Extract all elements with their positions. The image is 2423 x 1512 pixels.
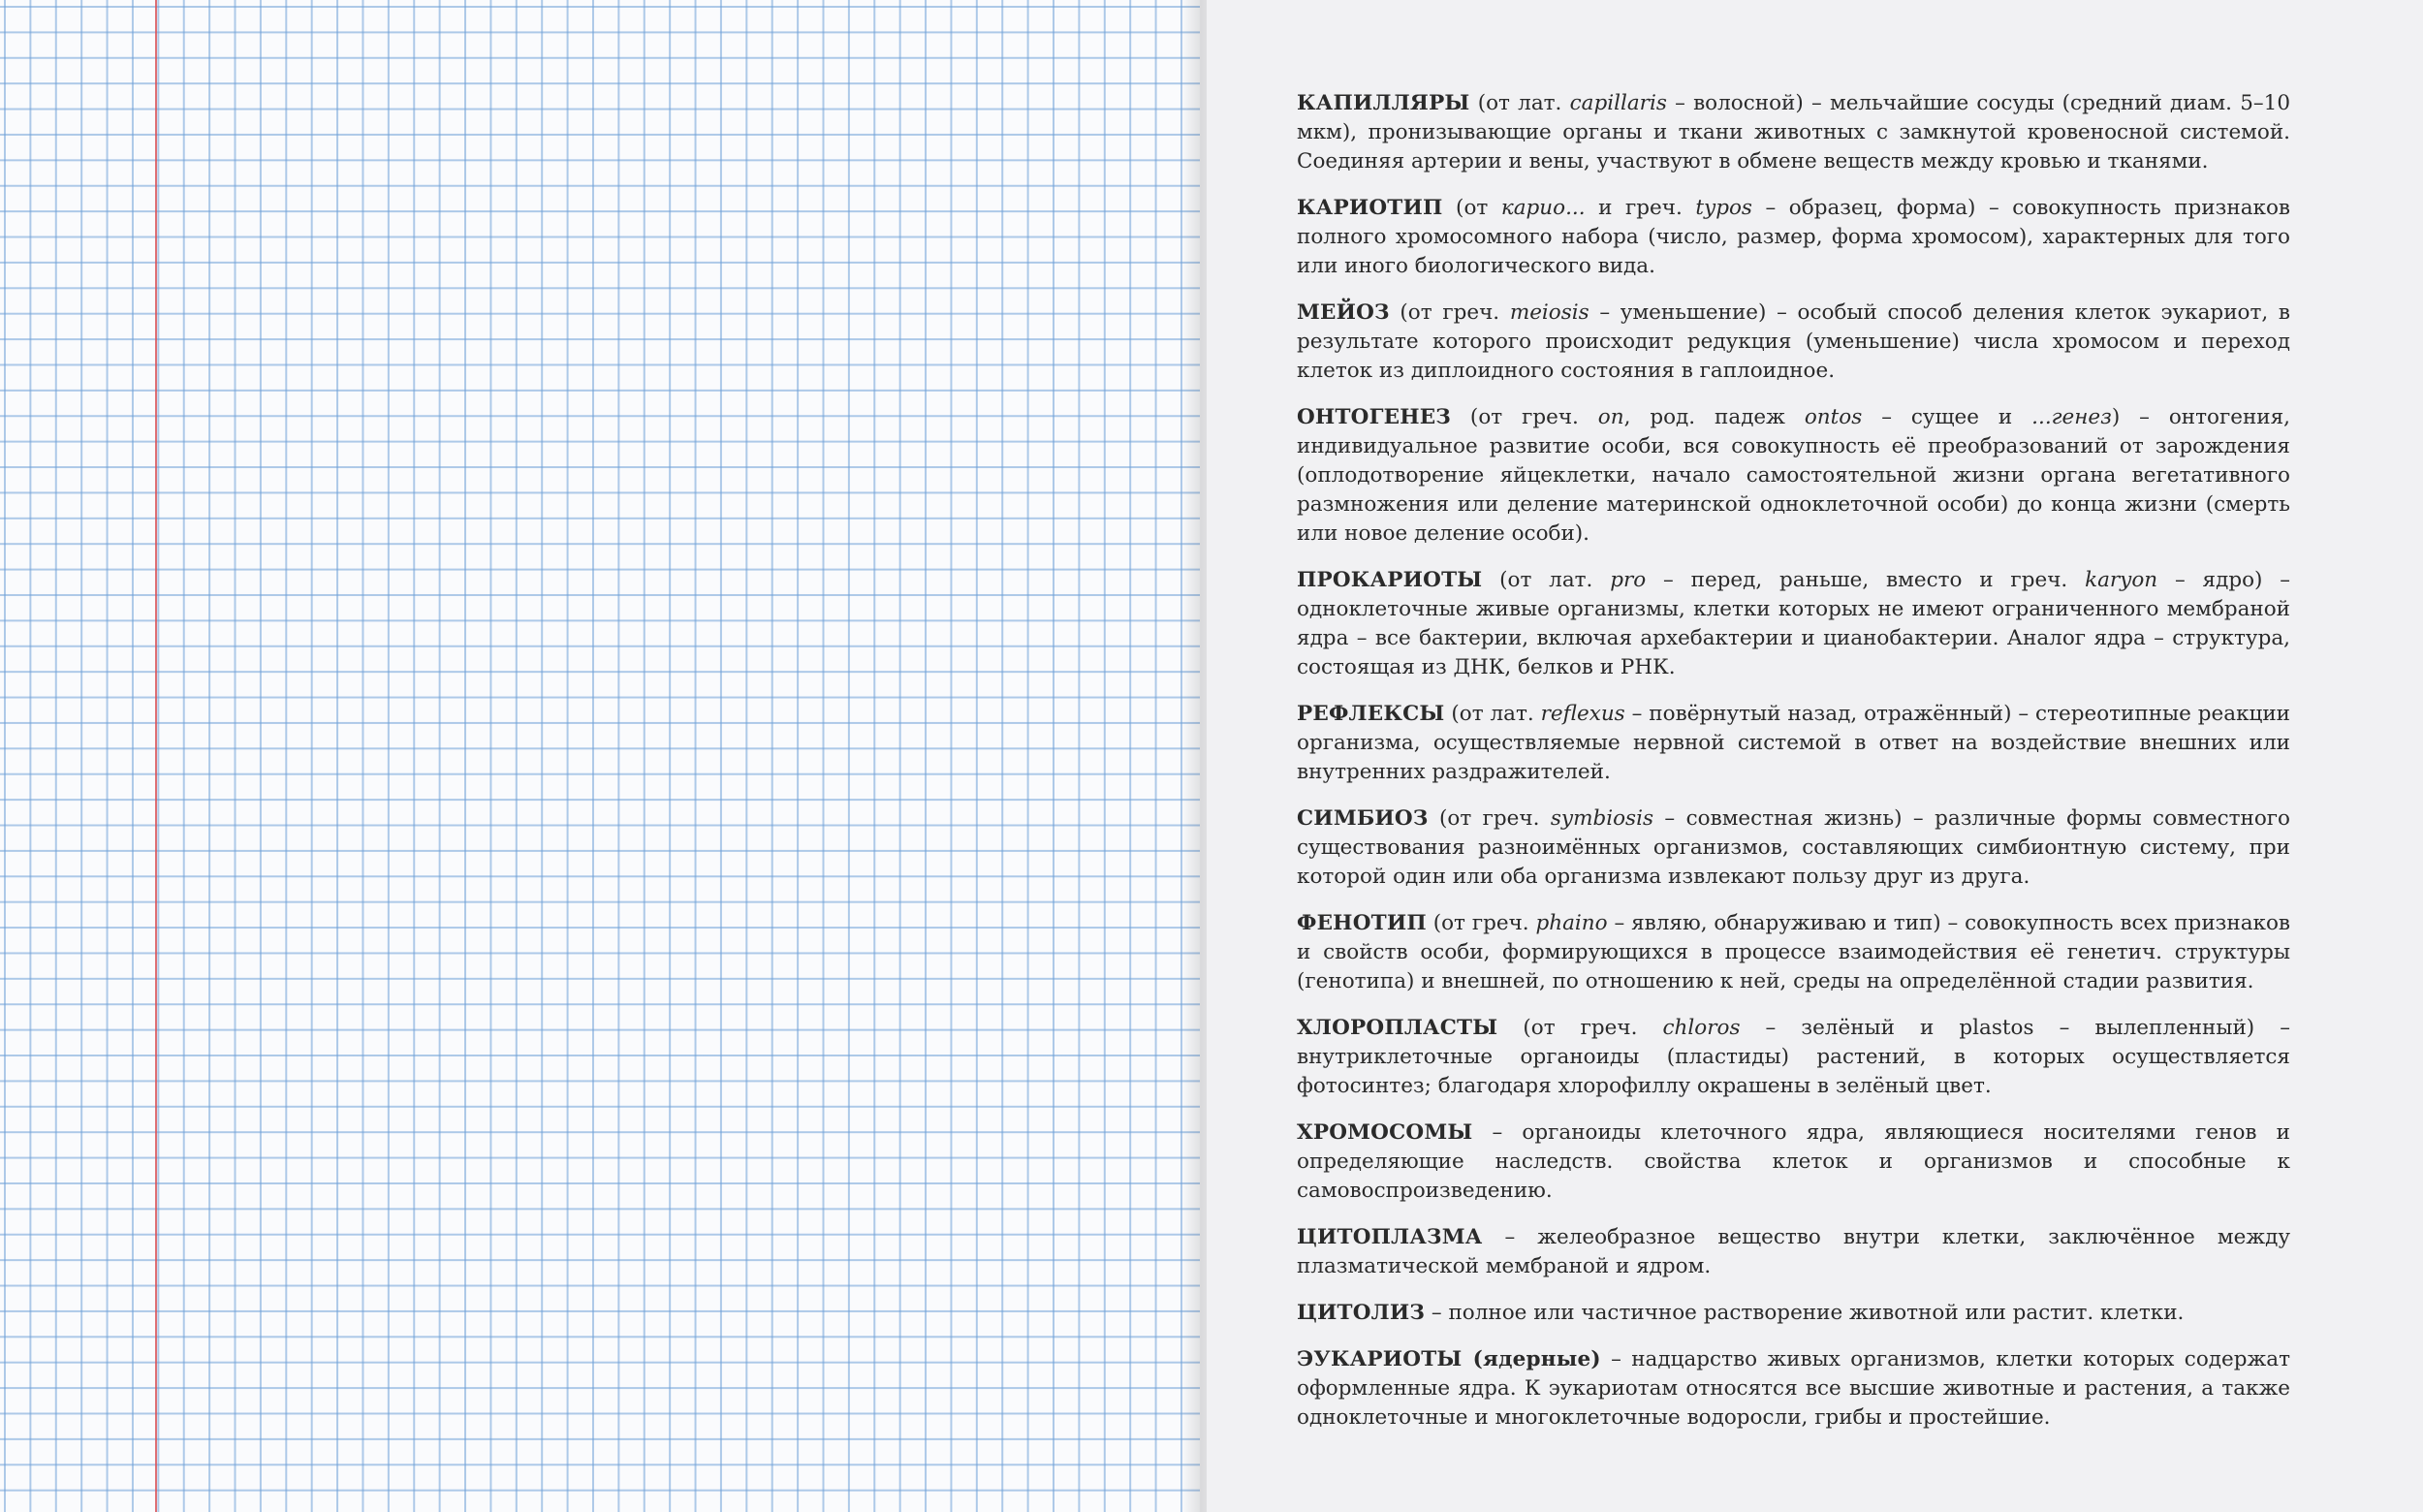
entry-etymology: typos [1695,196,1752,220]
entry-definition: – надцарство живых организмов, клетки которых содержат оформленные ядра. К эукариотам относятся все высшие животные и растения, а также одноклеточные и многоклеточные водоросли, грибы и простейшие. [1297,1347,2291,1430]
entry-term: КАПИЛЛЯРЫ [1297,91,1470,115]
glossary-entry [1297,1345,2290,1433]
entry-etymology: pro [1610,568,1647,592]
entry-term: ХРОМОСОМЫ [1297,1120,1473,1145]
entry-definition: – совместная жизнь) – различные формы совместного существования разноимённых организмов, составляющих симбионтную систему, при которой один или оба организма извлекают пользу друг из друга. [1297,806,2290,889]
entry-term: ЦИТОПЛАЗМА [1297,1225,1483,1249]
entry-etymology: capillaris [1569,91,1667,115]
entry-definition: ) – онтогения, индивидуальное развитие особи, вся совокупность её преобразований от зарождения (оплодотворение яйцеклетки, начало самостоятельной жизни органа вегетативного размножения или деление материнской одноклеточной особи) до конца жизни (смерть или новое деление особи). [1297,405,2291,546]
glossary-entry [1297,194,2290,281]
entry-definition: – повёрнутый назад, отражённый) – стереотипные реакции организма, осуществляемые нервной системой в ответ на воздействие внешних или внутренних раздражителей. [1297,702,2290,784]
entry-etymology: phaino [1535,911,1608,935]
entry-term: МЕЙОЗ [1297,300,1390,325]
entry-text: (от греч. [1426,911,1536,935]
entry-text: (от [1442,196,1501,220]
entry-text: (от греч. [1428,806,1551,831]
entry-definition: – являю, обнаруживаю и тип) – совокупность всех признаков и свойств особи, формирующихся в процессе взаимодействия её генетич. структуры (генотипа) и внешней, по отношению к ней, среды на определённой стадии развития. [1297,911,2291,993]
entry-definition: – волосной) – мельчайшие сосуды (средний диам. 5–10 мкм), пронизывающие органы и ткани животных с замкнутой кровеносной системой. Соединяя артерии и вены, участвуют в обмене веществ между кровью и тканями. [1297,91,2290,173]
entry-term: РЕФЛЕКСЫ [1297,702,1445,726]
entry-text: (от греч. [1389,300,1510,325]
entry-etymology: meiosis [1509,300,1589,325]
glossary-entry [1297,1118,2290,1206]
entry-etymology: ...генез [2031,405,2112,429]
entry-text: – сущее и [1862,405,2032,429]
glossary-list [1297,89,2290,1450]
glossary-entry [1297,909,2290,996]
glossary-entry [1297,1223,2290,1281]
entry-term: ЭУКАРИОТЫ (ядерные) [1297,1347,1601,1371]
entry-etymology: on [1597,405,1624,429]
glossary-entry [1297,1299,2290,1328]
entry-definition: – образец, форма) – совокупность признаков полного хромосомного набора (число, размер, форма хромосом), характерных для того или иного биологического вида. [1297,196,2290,278]
entry-definition: – органоиды клеточного ядра, являющиеся носителями генов и определяющие наследств. свойства клеток и организмов и способные к самовоспроизведению. [1297,1120,2290,1203]
entry-term: ХЛОРОПЛАСТЫ [1297,1016,1498,1040]
glossary-entry [1297,1014,2290,1101]
entry-definition: – полное или частичное растворение животной или растит. клетки. [1425,1301,2185,1325]
entry-term: ПРОКАРИОТЫ [1297,568,1483,592]
entry-term: СИМБИОЗ [1297,806,1429,831]
entry-etymology: карио... [1500,196,1586,220]
glossary-entry [1297,804,2290,892]
glossary-entry [1297,403,2290,549]
entry-etymology: reflexus [1540,702,1625,726]
entry-term: КАРИОТИП [1297,196,1443,220]
glossary-entry [1297,299,2290,386]
entry-text: и греч. [1585,196,1696,220]
entry-etymology: symbiosis [1550,806,1653,831]
graph-paper-page [0,0,1200,1512]
glossary-page [1207,0,2423,1512]
entry-text: (от лат. [1482,568,1611,592]
entry-definition: – ядро) – одноклеточные живые организмы, клетки которых не имеют ограниченного мембраной ядра – все бактерии, включая архебактерии и цианобактерии. Аналог ядра – структура, состоящая из ДНК, белков и РНК. [1297,568,2290,679]
glossary-entry [1297,700,2290,787]
entry-term: ОНТОГЕНЕЗ [1297,405,1452,429]
glossary-entry [1297,89,2290,176]
glossary-entry [1297,566,2290,682]
entry-etymology: karyon [2085,568,2158,592]
entry-definition: – желеобразное вещество внутри клетки, заключённое между плазматической мембраной и ядром. [1297,1225,2290,1278]
entry-text: (от лат. [1469,91,1570,115]
entry-text: (от греч. [1497,1016,1663,1040]
margin-line [155,0,157,1512]
entry-text: , род. падеж [1623,405,1805,429]
entry-text: (от греч. [1451,405,1598,429]
entry-definition: – уменьшение) – особый способ деления клеток эукариот, в результате которого происходит редукция (уменьшение) числа хромосом и переход клеток из диплоидного состояния в гаплоидное. [1297,300,2290,383]
entry-definition: – зелёный и plastos – вылепленный) – внутриклеточные органоиды (пластиды) растений, в которых осуществляется фотосинтез; благодаря хлорофиллу окрашены в зелёный цвет. [1297,1016,2290,1098]
entry-text: – перед, раньше, вместо и греч. [1646,568,2086,592]
entry-etymology: chloros [1662,1016,1741,1040]
entry-term: ЦИТОЛИЗ [1297,1301,1426,1325]
entry-term: ФЕНОТИП [1297,911,1427,935]
entry-etymology: ontos [1804,405,1863,429]
entry-text: (от лат. [1444,702,1541,726]
